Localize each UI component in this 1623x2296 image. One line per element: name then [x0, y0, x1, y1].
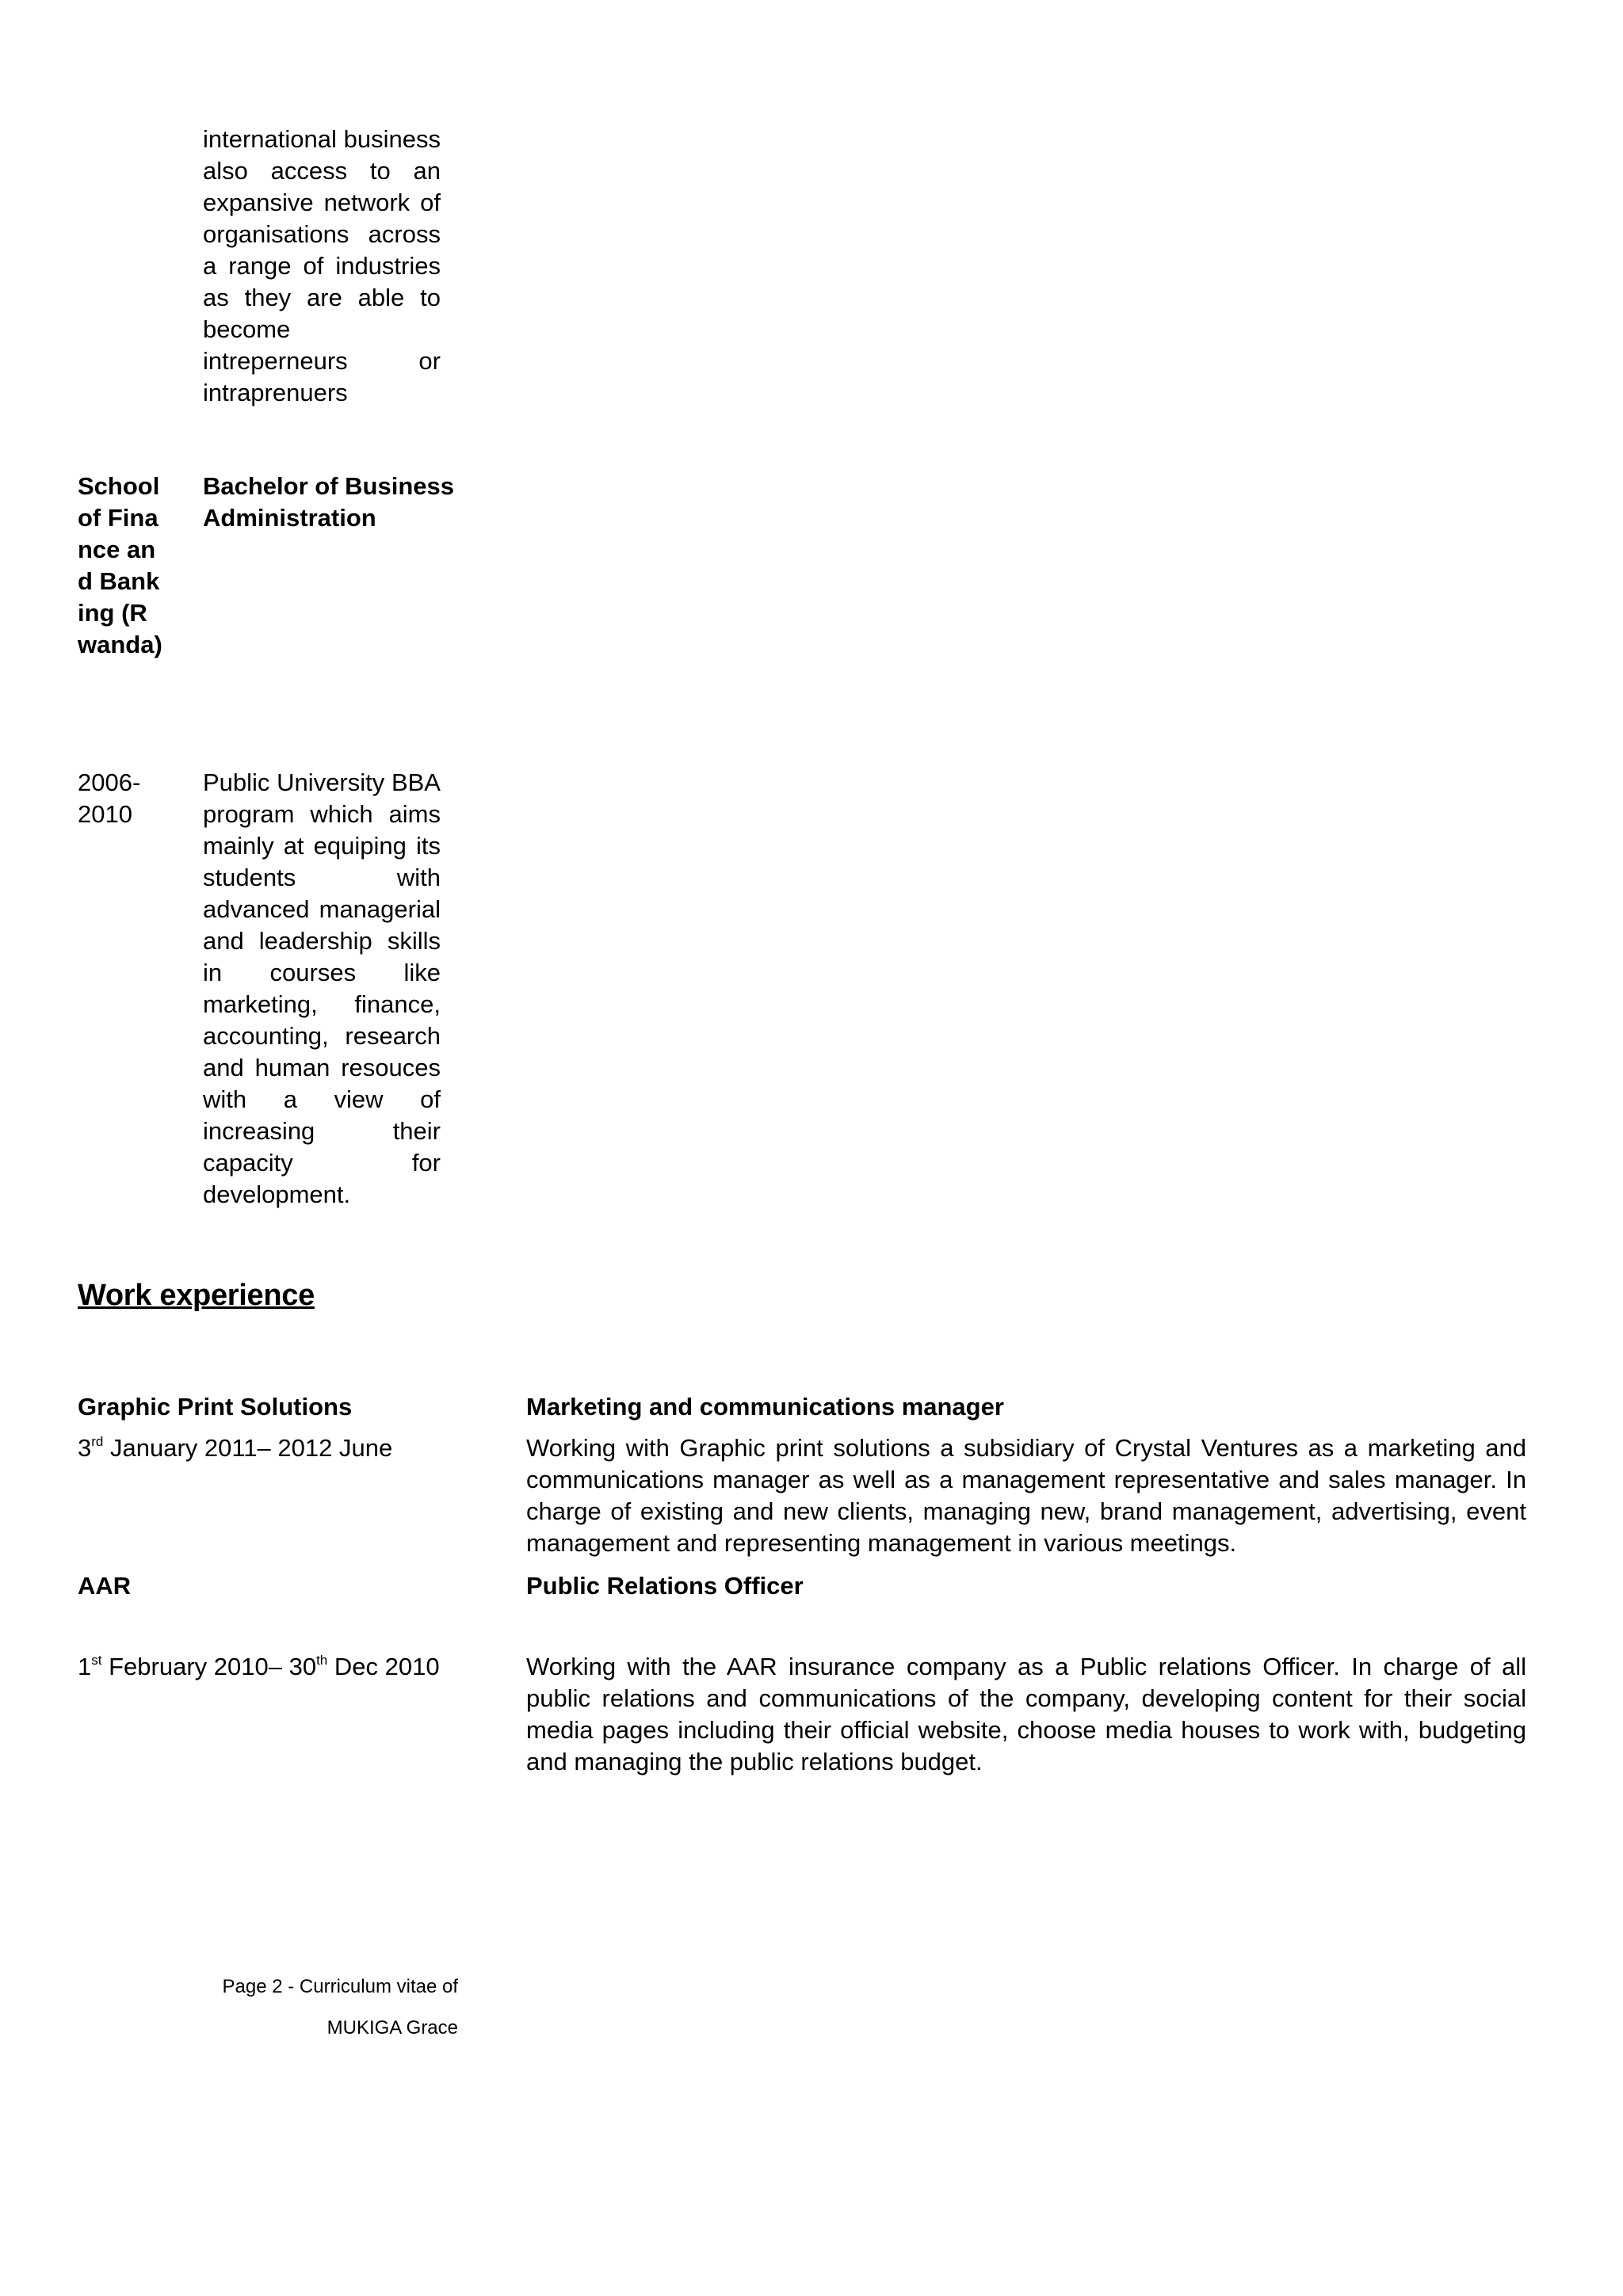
- education-description: Public University BBA program which aims mainly at equiping its students with advanced managerial and leadership skills in courses like marketing, finance, accounting, research and human resouces with a view of increasing their capacity for development.: [203, 769, 441, 1208]
- job-1-dates: [78, 1432, 392, 1464]
- education-school: School of Finance and Banking (Rwanda): [78, 472, 162, 658]
- job-2-date-suffix-2: th: [316, 1652, 328, 1668]
- job-2-role: Public Relations Officer: [526, 1572, 804, 1600]
- job-1-date-suffix: rd: [91, 1433, 104, 1449]
- work-experience-heading: Work experience: [78, 1279, 315, 1312]
- job-1-date-day: 3: [78, 1434, 92, 1462]
- job-1-company: Graphic Print Solutions: [78, 1393, 353, 1421]
- education-degree: Bachelor of Business Administration: [203, 472, 454, 532]
- job-2-company: AAR: [78, 1572, 132, 1600]
- job-1-role: Marketing and communications manager: [526, 1393, 1004, 1421]
- job-2-description: Working with the AAR insurance company as a Public relations Officer. In charge of all public relations and communications of the company, developing content for their social media pages including their official website, choose media houses to work with, budgeting and managing the public relations budget.: [526, 1653, 1526, 1775]
- job-1-description: Working with Graphic print solutions a subsidiary of Crystal Ventures as a marketing and communications manager as well as a management representative and sales manager. In charge of existing and new clients, managing new, brand management, advertising, event management and representing management in various meetings.: [526, 1434, 1526, 1557]
- job-2-dates: [78, 1651, 440, 1683]
- education-continued-description: international business also access to an expansive network of organisations across a range of industries as they are able to become intreperneurs or intraprenuers: [203, 125, 441, 406]
- job-2-date-day: 1: [78, 1653, 92, 1680]
- job-2-date-suffix: st: [91, 1652, 102, 1668]
- job-1-date-rest: January 2011– 2012 June: [103, 1434, 393, 1462]
- job-2-date-mid: February 2010– 30: [101, 1653, 317, 1680]
- page-footer: [158, 1976, 458, 2039]
- job-2-date-rest: Dec 2010: [327, 1653, 440, 1680]
- footer-line-2: MUKIGA Grace: [327, 2017, 458, 2039]
- education-years: 2006-2010: [78, 769, 141, 828]
- footer-line-1: Page 2 - Curriculum vitae of: [222, 1976, 458, 1997]
